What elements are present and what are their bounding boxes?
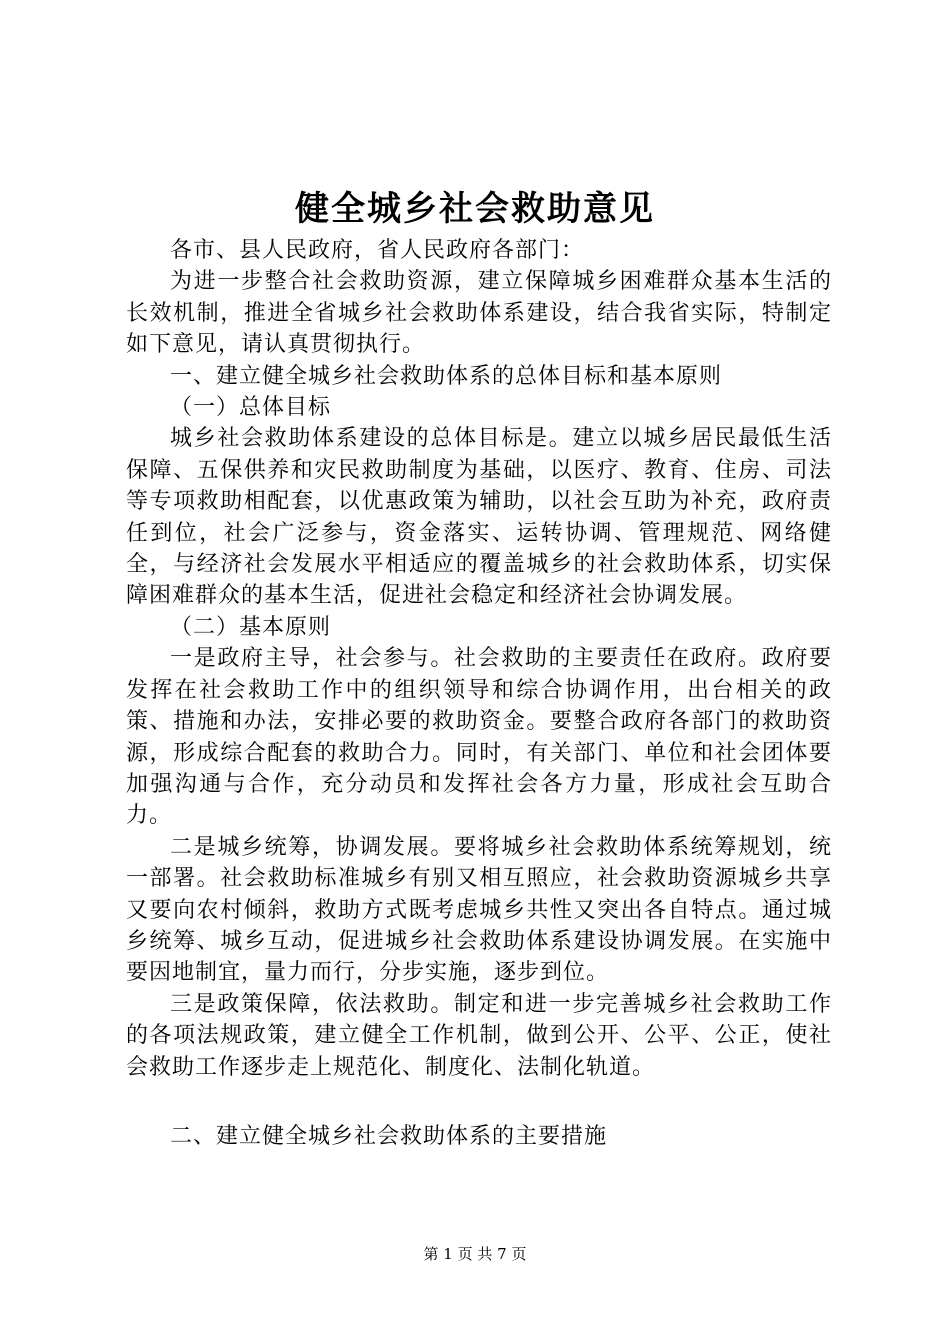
paragraph-principle-1: 一是政府主导，社会参与。社会救助的主要责任在政府。政府要发挥在社会救助工作中的组织领导和综合协调作用，出台相关的政策、措施和办法，安排必要的救助资金。要整合政府各部门的救助资源，形成综合配套的救助合力。同时，有关部门、单位和社会团体要加强沟通与合作，充分动员和发挥社会各方力量，形成社会互助合力。 bbox=[126, 646, 832, 829]
paragraph-salutation: 各市、县人民政府，省人民政府各部门： bbox=[170, 238, 585, 263]
page-indicator: 第 1 页 共 7 页 bbox=[423, 1245, 527, 1263]
subsection-heading-2: （二）基本原则 bbox=[170, 614, 332, 640]
paragraph-principle-2: 二是城乡统筹，协调发展。要将城乡社会救助体系统筹规划，统一部署。社会救助标准城乡有别又相互照应，社会救助资源城乡共享又要向农村倾斜，救助方式既考虑城乡共性又突出各自特点。通过城乡统筹、城乡互动，促进城乡社会救助体系建设协调发展。在实施中要因地制宜，量力而行，分步实施，逐步到位。 bbox=[126, 834, 832, 986]
subsection-heading-1: （一）总体目标 bbox=[170, 395, 332, 421]
section-heading-2: 二、建立健全城乡社会救助体系的主要措施 bbox=[170, 1123, 608, 1149]
section-heading-1: 一、建立健全城乡社会救助体系的总体目标和基本原则 bbox=[170, 363, 723, 389]
document-body bbox=[126, 235, 832, 1152]
paragraph-overall-goal: 城乡社会救助体系建设的总体目标是。建立以城乡居民最低生活保障、五保供养和灾民救助制度为基础，以医疗、教育、住房、司法等专项救助相配套，以优惠政策为辅助，以社会互助为补充，政府责任到位，社会广泛参与，资金落实、运转协调、管理规范、网络健全，与经济社会发展水平相适应的覆盖城乡的社会救助体系，切实保障困难群众的基本生活，促进社会稳定和经济社会协调发展。 bbox=[126, 426, 832, 609]
paragraph-intro: 为进一步整合社会救助资源，建立保障城乡困难群众基本生活的长效机制，推进全省城乡社会救助体系建设，结合我省实际，特制定如下意见，请认真贯彻执行。 bbox=[126, 269, 832, 358]
paragraph-principle-3: 三是政策保障，依法救助。制定和进一步完善城乡社会救助工作的各项法规政策，建立健全工作机制，做到公开、公平、公正，使社会救助工作逐步走上规范化、制度化、法制化轨道。 bbox=[126, 991, 832, 1080]
document-title: 健全城乡社会救助意见 bbox=[295, 189, 655, 229]
